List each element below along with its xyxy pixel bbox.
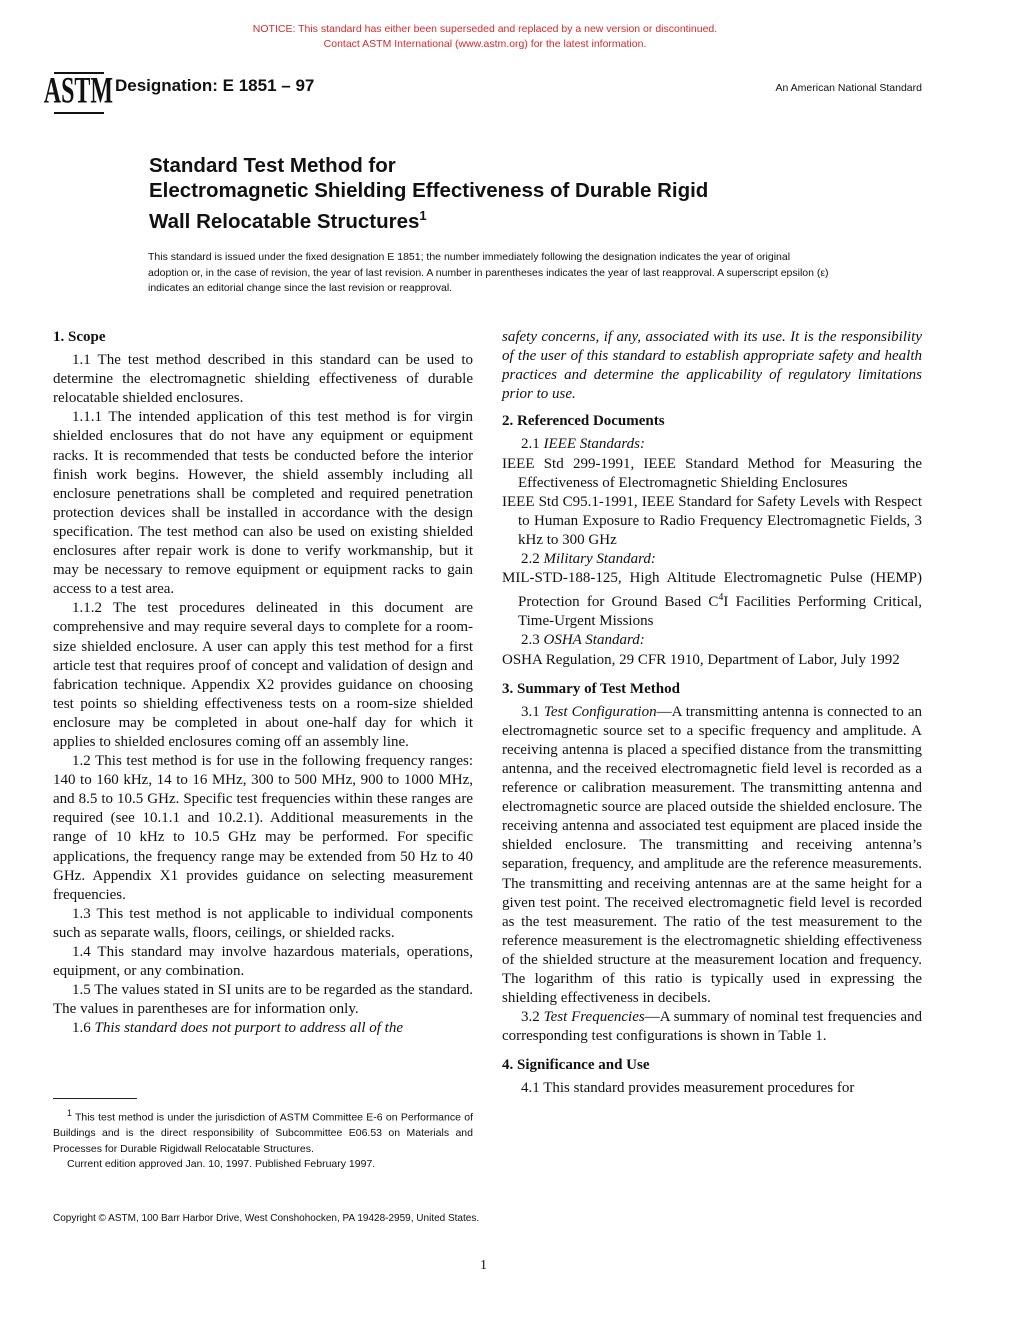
footnote-approved: Current edition approved Jan. 10, 1997. Published February 1997. (67, 1158, 376, 1170)
notice-line-2: Contact ASTM International (www.astm.org) for the latest information. (323, 38, 647, 50)
heading-summary: 3. Summary of Test Method (502, 680, 680, 697)
para-1-1-1: 1.1.1 The intended application of this test method is for virgin shielded enclosures that do not have any equipment or equipment racks. It is recommended that tests be conducted before the interior finish work begins. However, the shield assembly including all enclosure penetrations shall be completed and required penetration protection devices shall be installed in accordance with the design specification. The test method can also be used on existing shielded enclosures after repair work is done to verify workmanship, but it may be necessary to remove equipment or equipment racks to gain access to a test area. (53, 409, 473, 598)
ref-ieee-299: IEEE Std 299-1991, IEEE Standard Method for Measuring the Effectiveness of Electromagnetic Shielding Enclosures (502, 455, 922, 491)
title-line-3: Wall Relocatable Structures (149, 209, 420, 233)
title-line-1: Standard Test Method for (149, 154, 396, 177)
para-1-1-2: 1.1.2 The test procedures delineated in this document are comprehensive and may require several days to complete for a room-size shielded enclosure. A user can apply this test method for a first article test that requires proof of concept and validation of design and fabrication technique. Appendix X2 provides guidance on choosing test points so shielding effectiveness tests on a room-size shielded enclosure may be completed in about one-half day for which it applies to shielded enclosures coming off an assembly line. (53, 600, 473, 750)
footnote-rule (53, 1098, 137, 1099)
national-standard-label: An American National Standard (775, 82, 922, 94)
heading-significance: 4. Significance and Use (502, 1057, 650, 1074)
heading-referenced-documents: 2. Referenced Documents (502, 413, 665, 430)
para-1-2: 1.2 This test method is for use in the following frequency ranges: 140 to 160 kHz, 14 to 16 MHz, 300 to 500 MHz, 900 to 1000 MHz, and 8.5 to 10.5 GHz. Specific test frequencies within these ranges are required (see 10.1.1 and 10.2.1). Additional measurements in the range of 10 kHz to 10.5 GHz may be performed. For specific applications, the frequency range may be extended from 50 Hz to 40 GHz. Appendix X1 provides guidance on selecting measurement frequencies. (53, 753, 473, 903)
title-line-2: Electromagnetic Shielding Effectiveness of Durable Rigid (149, 179, 709, 202)
notice-line-1: NOTICE: This standard has either been superseded and replaced by a new version or discontinued. (252, 23, 718, 35)
para-1-5: 1.5 The values stated in SI units are to be regarded as the standard. The values in parentheses are for information only. (53, 982, 473, 1018)
para-1-6-continued: safety concerns, if any, associated with its use. It is the responsibility of the user of this standard to establish appropriate safety and health practices and determine the applicability of regulatory limitations prior to use. (502, 329, 922, 403)
para-1-3: 1.3 This test method is not applicable to individual components such as separate walls, floors, ceilings, or shielded racks. (53, 905, 473, 941)
para-3-1: 3.1 Test Configuration—A transmitting antenna is connected to an electromagnetic source set to a specific frequency and amplitude. A receiving antenna is placed a specified distance from the transmitting antenna, and the received electromagnetic field level is recorded as a reference or calibration measurement. The transmitting antenna and electromagnetic source are placed outside the shielded enclosure. The receiving antenna and associated test equipment are placed inside the shielded enclosure. The transmitting and receiving antenna’s separation, frequency, and amplitude are the reference measurements. The transmitting and receiving antennas are at the same height for a given test point. The received electromagnetic field level is recorded as the test measurement. The ratio of the test measurement to the reference measurement is the electromagnetic shielding effectiveness of the shielded structure at the measurement location and frequency. The logarithm of this ratio is typically used in expressing the shielding effectiveness in decibels. (502, 703, 922, 1007)
intro-paragraph: This standard is issued under the fixed designation E 1851; the number immediately following the designation indicates the year of original adoption or, in the case of revision, the year of last revision. A number in parentheses indicates the year of last reapproval. A superscript epsilon (ε) indicates an editorial change since the last revision or reapproval. (148, 251, 829, 294)
copyright: Copyright © ASTM, 100 Barr Harbor Drive, West Conshohocken, PA 19428-2959, United States. (53, 1213, 480, 1224)
title-footnote-mark: 1 (419, 208, 427, 223)
para-1-4: 1.4 This standard may involve hazardous materials, operations, equipment, or any combination. (53, 944, 473, 980)
para-1-1: 1.1 The test method described in this standard can be used to determine the electromagnetic shielding effectiveness of durable relocatable shielded enclosures. (53, 352, 473, 407)
document-title (149, 153, 708, 234)
ref-osha: OSHA Regulation, 29 CFR 1910, Department of Labor, July 1992 (502, 651, 900, 668)
heading-scope: 1. Scope (53, 329, 106, 345)
para-2-3: 2.3 OSHA Standard: (521, 632, 645, 649)
ref-ieee-c95: IEEE Std C95.1-1991, IEEE Standard for Safety Levels with Respect to Human Exposure to Radio Frequency Electromagnetic Fields, 3 kHz to 300 GHz (502, 493, 922, 548)
astm-logo-text: ASTM (43, 69, 114, 111)
page-number: 1 (480, 1258, 487, 1273)
para-2-2: 2.2 Military Standard: (521, 551, 656, 568)
para-4-1: 4.1 This standard provides measurement procedures for (521, 1080, 855, 1097)
para-1-6: 1.6 This standard does not purport to address all of the (72, 1020, 403, 1037)
left-column (53, 328, 473, 1038)
para-2-1: 2.1 IEEE Standards: (521, 436, 646, 453)
astm-logo (43, 69, 114, 121)
para-3-2: 3.2 Test Frequencies—A summary of nominal test frequencies and corresponding test configurations is shown in Table 1. (502, 1009, 922, 1045)
ref-mil-std: MIL-STD-188-125, High Altitude Electromagnetic Pulse (HEMP) Protection for Ground Based $C^4I$ Facilities Performing Critical, Time-Urgent Missions (502, 570, 922, 630)
right-column (502, 328, 922, 1099)
footnote: $^1$ This test method is under the jurisdiction of ASTM Committee E-6 on Performance of Buildings and is the direct responsibility of Subcommittee E06.53 on Materials and Processes for Durable Rigidwall Relocatable Structures. Current edition approved Jan. 10, 1997. Published February 1997. (53, 1106, 473, 1173)
designation: Designation: E 1851 – 97 (115, 76, 315, 95)
